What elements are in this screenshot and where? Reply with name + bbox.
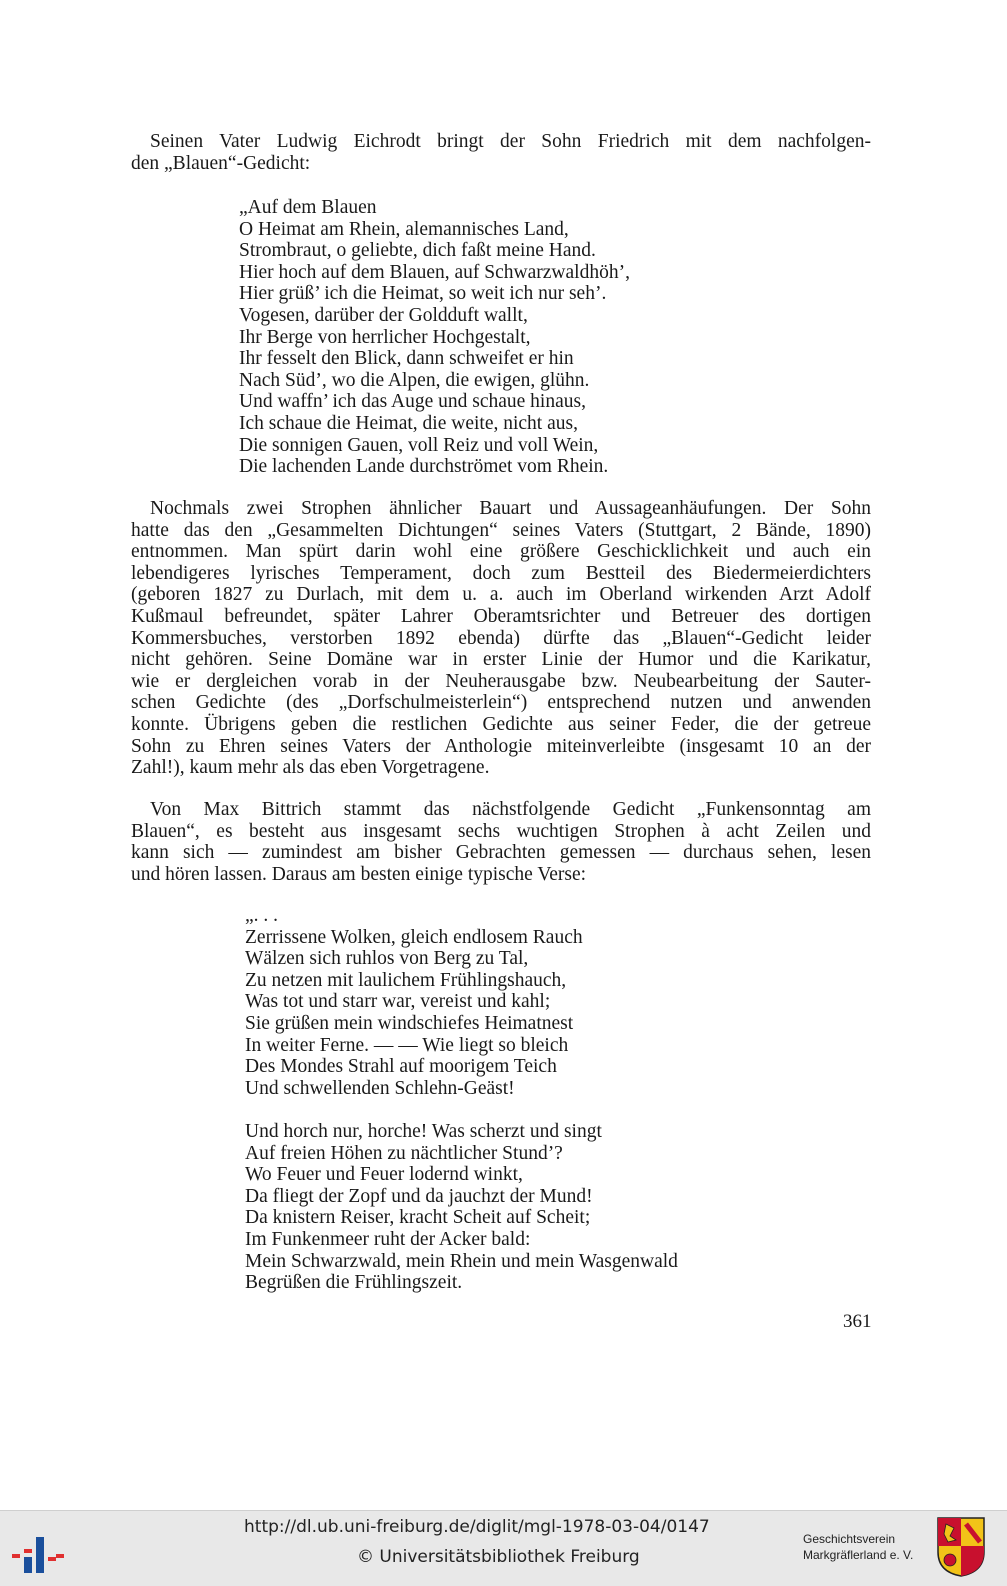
text-line: den „Blauen“-Gedicht: (131, 152, 311, 174)
text-line: Von Max Bittrich stammt das nächstfolgende Gedicht „Funkensonntag am (150, 799, 871, 820)
text-line: Zahl!), kaum mehr als das eben Vorgetragene. (131, 757, 490, 779)
poem-line: Da knistern Reiser, kracht Scheit auf Scheit; (245, 1207, 591, 1229)
poem-line: Hier grüß’ ich die Heimat, so weit ich nur seh’. (239, 283, 607, 305)
poem-line: Nach Süd’, wo die Alpen, die ewigen, glühn. (239, 369, 590, 391)
coat-of-arms-icon (936, 1516, 986, 1578)
document-url-link[interactable]: http://dl.ub.uni-freiburg.de/diglit/mgl-1978-03-04/0147 (244, 1517, 710, 1537)
poem-funkensonntag (245, 905, 678, 1294)
poem-line: Und horch nur, horche! Was scherzt und singt (245, 1120, 602, 1142)
poem-line: Ihr fesselt den Blick, dann schweifet er hin (239, 348, 574, 370)
poem-line: Zu netzen mit laulichem Frühlingshauch, (245, 969, 567, 991)
poem-line: Auf freien Höhen zu nächtlicher Stund’? (245, 1142, 563, 1164)
poem-line: Sie grüßen mein windschiefes Heimatnest (245, 1012, 574, 1034)
text-line: entnommen. Man spürt darin wohl eine größere Geschicklichkeit und auch ein (131, 541, 871, 563)
library-logo-icon (12, 1533, 64, 1577)
poem-ellipsis: „. . . (245, 905, 279, 926)
poem-line: Die lachenden Lande durchströmet vom Rhein. (239, 456, 609, 478)
text-line: kann sich — zumindest am bisher Gebrachten gemessen — durchaus sehen, lesen (131, 842, 871, 864)
text-line: und hören lassen. Daraus am besten einige typische Verse: (131, 863, 587, 885)
poem-line: „Auf dem Blauen (239, 197, 377, 218)
paragraph-intro (131, 131, 871, 174)
poem-line: Hier hoch auf dem Blauen, auf Schwarzwaldhöh’, (239, 261, 630, 283)
poem-line: Mein Schwarzwald, mein Rhein und mein Wasgenwald (245, 1250, 678, 1272)
poem-line: Des Mondes Strahl auf moorigem Teich (245, 1056, 557, 1078)
text-line: konnte. Übrigens geben die restlichen Gedichte aus seiner Feder, die der getreue (131, 713, 871, 735)
text-line: Nochmals zwei Strophen ähnlicher Bauart und Aussageanhäufungen. Der Sohn (150, 498, 871, 519)
text-line: hatte das den „Gesammelten Dichtungen“ seines Vaters (Stuttgart, 2 Bände, 1890) (131, 519, 871, 541)
footer-bar (0, 1510, 1007, 1586)
poem-line: Strombraut, o geliebte, dich faßt meine Hand. (239, 240, 596, 262)
copyright-text: © Universitätsbibliothek Freiburg (357, 1547, 640, 1567)
paragraph-commentary (131, 498, 871, 779)
poem-line: Zerrissene Wolken, gleich endlosem Rauch (245, 926, 583, 948)
society-name-line: Markgräflerland e. V. (803, 1548, 914, 1562)
text-line: wie er dergleichen vorab in der Neuherausgabe bzw. Neubearbeitung der Sauter- (131, 670, 871, 692)
poem-line: Da fliegt der Zopf und da jauchzt der Mund! (245, 1185, 593, 1207)
text-line: lebendigeres lyrisches Temperament, doch zum Bestteil des Biedermeierdichters (131, 562, 871, 584)
poem-line: Und schwellenden Schlehn-Geäst! (245, 1077, 515, 1099)
poem-line: O Heimat am Rhein, alemannisches Land, (239, 218, 569, 240)
text-line: Kommersbuches, verstorben 1892 ebenda) dürfte das „Blauen“-Gedicht leider (131, 627, 871, 649)
poem-line: Wälzen sich ruhlos von Berg zu Tal, (245, 948, 529, 970)
poem-line: Begrüßen die Frühlingszeit. (245, 1272, 463, 1294)
poem-line: Was tot und starr war, vereist und kahl; (245, 991, 551, 1013)
paragraph-bittrich (131, 799, 871, 885)
poem-line: Vogesen, darüber der Goldduft wallt, (239, 304, 528, 326)
society-name (803, 1531, 913, 1563)
page-number: 361 (843, 1311, 872, 1332)
poem-line: Ich schaue die Heimat, die weite, nicht aus, (239, 412, 578, 434)
poem-line: Im Funkenmeer ruht der Acker bald: (245, 1228, 531, 1250)
poem-line: Wo Feuer und Feuer lodernd winkt, (245, 1164, 523, 1186)
society-name-line: Geschichtsverein (803, 1532, 896, 1546)
text-line: schen Gedichte (des „Dorfschulmeisterlein“) entsprechend nutzen und anwenden (131, 692, 871, 714)
text-line: Blauen“, es besteht aus insgesamt sechs wuchtigen Strophen à acht Zeilen und (131, 820, 871, 842)
text-line: Sohn zu Ehren seines Vaters der Anthologie miteinverleibte (insgesamt 10 an der (131, 735, 871, 757)
poem-line: Und waffn’ ich das Auge und schaue hinaus, (239, 391, 586, 413)
poem-line: Die sonnigen Gauen, voll Reiz und voll Wein, (239, 434, 599, 456)
text-line: Kußmaul befreundet, später Lahrer Oberamtsrichter und Betreuer des dortigen (131, 605, 871, 627)
text-line: (geboren 1827 zu Durlach, mit dem u. a. auch im Oberland wirkenden Arzt Adolf (131, 584, 871, 606)
stanza-gap (245, 1099, 678, 1121)
text-line: Seinen Vater Ludwig Eichrodt bringt der Sohn Friedrich mit dem nachfolgen- (150, 131, 871, 152)
poem-line: Ihr Berge von herrlicher Hochgestalt, (239, 326, 531, 348)
poem-auf-dem-blauen (239, 197, 630, 478)
text-line: nicht gehören. Seine Domäne war in erster Linie der Humor und die Karikatur, (131, 649, 871, 671)
poem-line: In weiter Ferne. — — Wie liegt so bleich (245, 1034, 569, 1056)
